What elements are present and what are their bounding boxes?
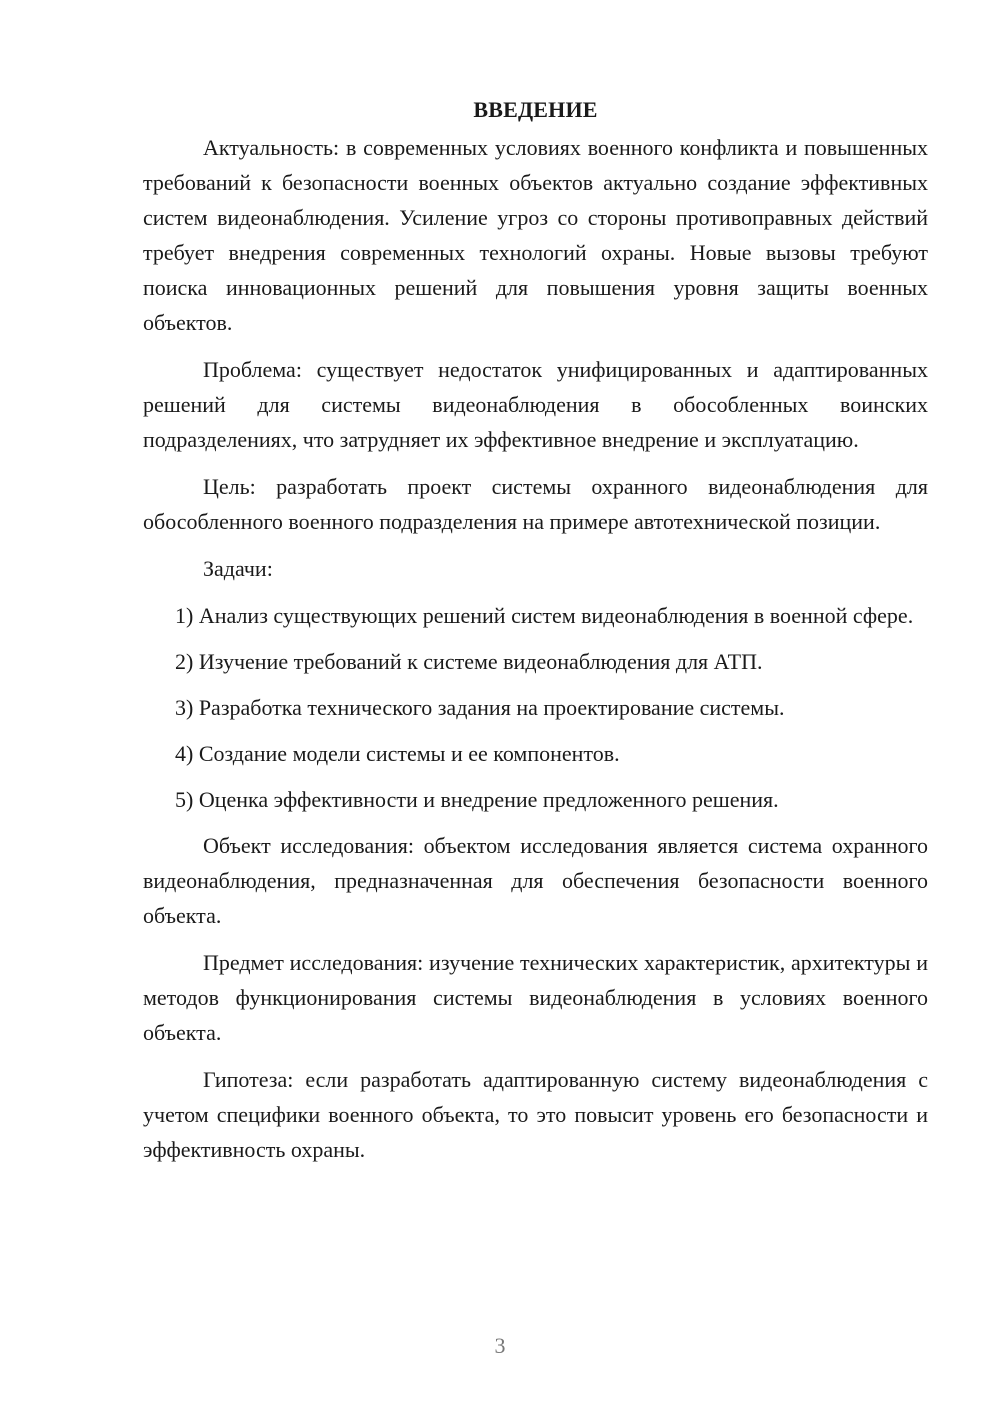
paragraph-goal: Цель: разработать проект системы охранного видеонаблюдения для обособленного военного подразделения на примере автотехнической позиции.: [143, 474, 928, 534]
task-item-4: 4) Создание модели системы и ее компонентов.: [175, 741, 620, 766]
paragraph-object: Объект исследования: объектом исследования является система охранного видеонаблюдения, предназначенная для обеспечения безопасности военного объекта.: [143, 833, 928, 928]
paragraph-hypothesis: Гипотеза: если разработать адаптированную систему видеонаблюдения с учетом специфики военного объекта, то это повысит уровень его безопасности и эффективность охраны.: [143, 1067, 928, 1162]
task-item-2: 2) Изучение требований к системе видеонаблюдения для АТП.: [175, 649, 763, 674]
paragraph-problem: Проблема: существует недостаток унифицированных и адаптированных решений для системы видеонаблюдения в обособленных воинских подразделениях, что затрудняет их эффективное внедрение и эксплуатацию.: [143, 357, 928, 452]
paragraph-subject: Предмет исследования: изучение технических характеристик, архитектуры и методов функционирования системы видеонаблюдения в условиях военного объекта.: [143, 950, 928, 1045]
paragraph-tasks-label: Задачи:: [203, 556, 273, 581]
page-number: 3: [494, 1333, 506, 1358]
document-page: [143, 92, 928, 1179]
task-item-5: 5) Оценка эффективности и внедрение предложенного решения.: [175, 787, 779, 812]
paragraph-relevance: Актуальность: в современных условиях военного конфликта и повышенных требований к безопасности военных объектов актуально создание эффективных систем видеонаблюдения. Усиление угроз со стороны противоправных действий требует внедрения современных технологий охраны. Новые вызовы требуют поиска инновационных решений для повышения уровня защиты военных объектов.: [143, 135, 928, 335]
task-item-3: 3) Разработка технического задания на проектирование системы.: [175, 695, 785, 720]
section-heading: ВВЕДЕНИЕ: [473, 97, 598, 122]
task-item-1: 1) Анализ существующих решений систем видеонаблюдения в военной сфере.: [175, 603, 914, 628]
